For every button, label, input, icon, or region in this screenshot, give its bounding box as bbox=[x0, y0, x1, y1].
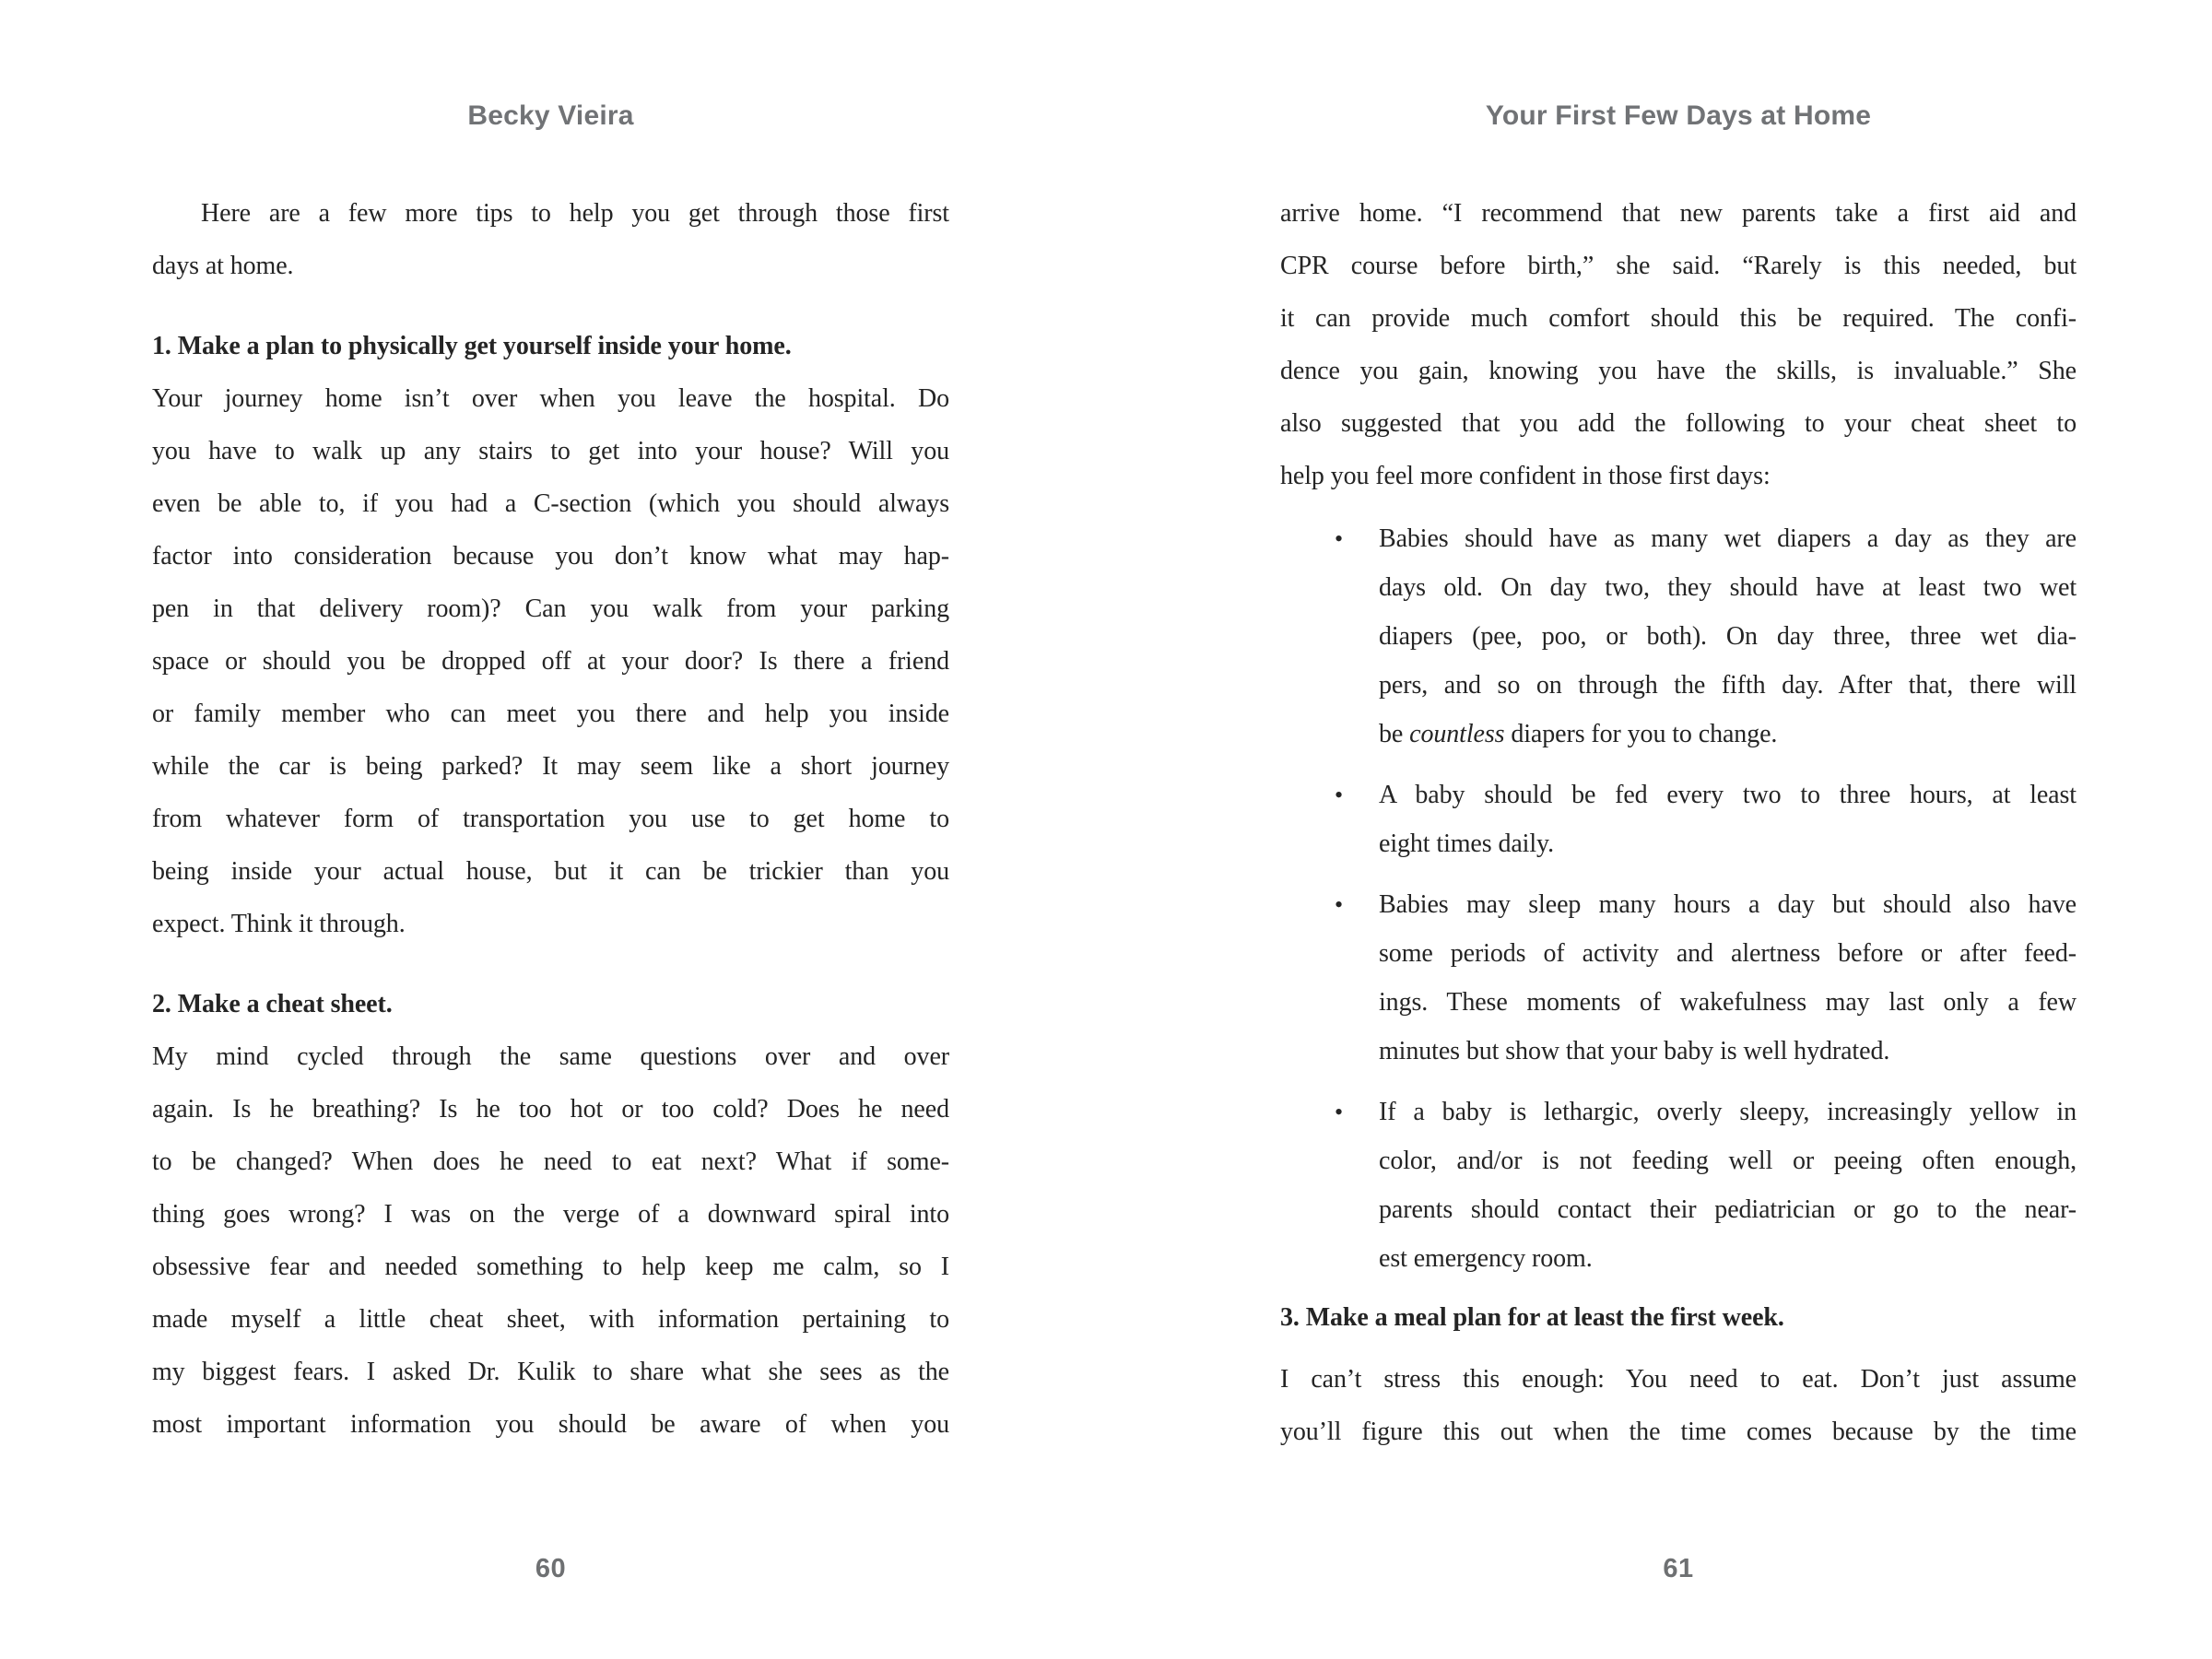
body-paragraph bbox=[1280, 1353, 2077, 1458]
text-line: 1. Make a plan to physically get yourself inside your home. bbox=[152, 332, 792, 360]
text-line: color, and/or is not feeding well or peeing often enough, bbox=[1379, 1147, 2077, 1175]
page-number-left: 60 bbox=[535, 1554, 567, 1583]
bullet-icon: • bbox=[1335, 782, 1344, 808]
body-paragraph bbox=[1280, 187, 2077, 502]
text-line: 3. Make a meal plan for at least the first week. bbox=[1280, 1303, 1784, 1332]
body-paragraph bbox=[152, 1030, 949, 1451]
text-line: CPR course before birth,” she said. “Rarely is this needed, but bbox=[1280, 252, 2077, 280]
text-line: If a baby is lethargic, overly sleepy, increasingly yellow in bbox=[1379, 1098, 2077, 1126]
text-line: most important information you should be aware of when you bbox=[152, 1410, 949, 1439]
text-line: even be able to, if you had a C-section (which you should always bbox=[152, 489, 949, 518]
bullet-icon: • bbox=[1335, 1099, 1344, 1125]
text-line: my biggest fears. I asked Dr. Kulik to share what she sees as the bbox=[152, 1358, 949, 1386]
text-line: factor into consideration because you don’t know what may hap- bbox=[152, 542, 949, 571]
text-line: from whatever form of transportation you use to get home to bbox=[152, 805, 949, 833]
text-line: 2. Make a cheat sheet. bbox=[152, 990, 393, 1018]
text-line: space or should you be dropped off at your door? Is there a friend bbox=[152, 647, 949, 676]
text-line: My mind cycled through the same questions over and over bbox=[152, 1042, 949, 1071]
running-head-right: Your First Few Days at Home bbox=[1485, 100, 1872, 131]
text-line: obsessive fear and needed something to help keep me calm, so I bbox=[152, 1253, 949, 1281]
body-paragraph bbox=[152, 372, 949, 950]
text-line: or family member who can meet you there and help you inside bbox=[152, 700, 949, 728]
text-line: you’ll figure this out when the time comes because by the time bbox=[1280, 1418, 2077, 1446]
text-line: minutes but show that your baby is well hydrated. bbox=[1379, 1037, 1890, 1065]
text-line: help you feel more confident in those first days: bbox=[1280, 462, 1771, 490]
section-heading bbox=[152, 320, 949, 372]
text-line: also suggested that you add the following to your cheat sheet to bbox=[1280, 409, 2077, 438]
text-line: dence you gain, knowing you have the skills, is invaluable.” She bbox=[1280, 357, 2077, 385]
text-line: ings. These moments of wakefulness may last only a few bbox=[1379, 988, 2077, 1017]
page-60-text-column bbox=[152, 187, 949, 1451]
text-line: while the car is being parked? It may seem like a short journey bbox=[152, 752, 949, 781]
bullet-icon: • bbox=[1335, 525, 1344, 552]
text-line: pers, and so on through the fifth day. After that, there will bbox=[1379, 671, 2077, 700]
bullet-item bbox=[1280, 514, 2077, 759]
text-line: arrive home. “I recommend that new parents take a first aid and bbox=[1280, 199, 2077, 228]
text-line: Babies should have as many wet diapers a day as they are bbox=[1379, 524, 2077, 553]
text-line: A baby should be fed every two to three hours, at least bbox=[1379, 781, 2077, 809]
page-61 bbox=[1106, 0, 2212, 1659]
bullet-item bbox=[1280, 880, 2077, 1076]
text-line: made myself a little cheat sheet, with information pertaining to bbox=[152, 1305, 949, 1334]
text-line: days at home. bbox=[152, 252, 294, 280]
section-heading bbox=[1280, 1291, 2077, 1344]
running-head-left: Becky Vieira bbox=[467, 100, 634, 131]
text-line: parents should contact their pediatrician or go to the near- bbox=[1379, 1195, 2077, 1224]
text-line: I can’t stress this enough: You need to eat. Don’t just assume bbox=[1280, 1365, 2077, 1394]
text-line: some periods of activity and alertness before or after feed- bbox=[1379, 939, 2077, 968]
text-line: est emergency room. bbox=[1379, 1244, 1593, 1273]
text-line: be countless diapers for you to change. bbox=[1379, 720, 1778, 748]
text-line: it can provide much comfort should this be required. The confi- bbox=[1280, 304, 2077, 333]
page-number-right: 61 bbox=[1663, 1554, 1694, 1583]
text-line: again. Is he breathing? Is he too hot or too cold? Does he need bbox=[152, 1095, 949, 1124]
text-line: eight times daily. bbox=[1379, 830, 1555, 858]
text-line: diapers (pee, poo, or both). On day three, three wet dia- bbox=[1379, 622, 2077, 651]
text-line: Here are a few more tips to help you get through those first bbox=[201, 199, 949, 228]
text-line: days old. On day two, they should have at least two wet bbox=[1379, 573, 2077, 602]
text-line: you have to walk up any stairs to get into your house? Will you bbox=[152, 437, 949, 465]
text-line: Babies may sleep many hours a day but should also have bbox=[1379, 890, 2077, 919]
bullet-item bbox=[1280, 771, 2077, 868]
bullet-icon: • bbox=[1335, 891, 1344, 918]
text-line: thing goes wrong? I was on the verge of a downward spiral into bbox=[152, 1200, 949, 1229]
page-61-text-column bbox=[1280, 187, 2077, 1458]
text-line: expect. Think it through. bbox=[152, 910, 406, 938]
text-line: Your journey home isn’t over when you leave the hospital. Do bbox=[152, 384, 949, 413]
bullet-list bbox=[1280, 514, 2077, 1283]
text-line: to be changed? When does he need to eat next? What if some- bbox=[152, 1147, 949, 1176]
section-heading bbox=[152, 978, 949, 1030]
text-line: pen in that delivery room)? Can you walk from your parking bbox=[152, 594, 949, 623]
bullet-item bbox=[1280, 1088, 2077, 1283]
body-paragraph bbox=[152, 187, 949, 292]
text-line: being inside your actual house, but it can be trickier than you bbox=[152, 857, 949, 886]
